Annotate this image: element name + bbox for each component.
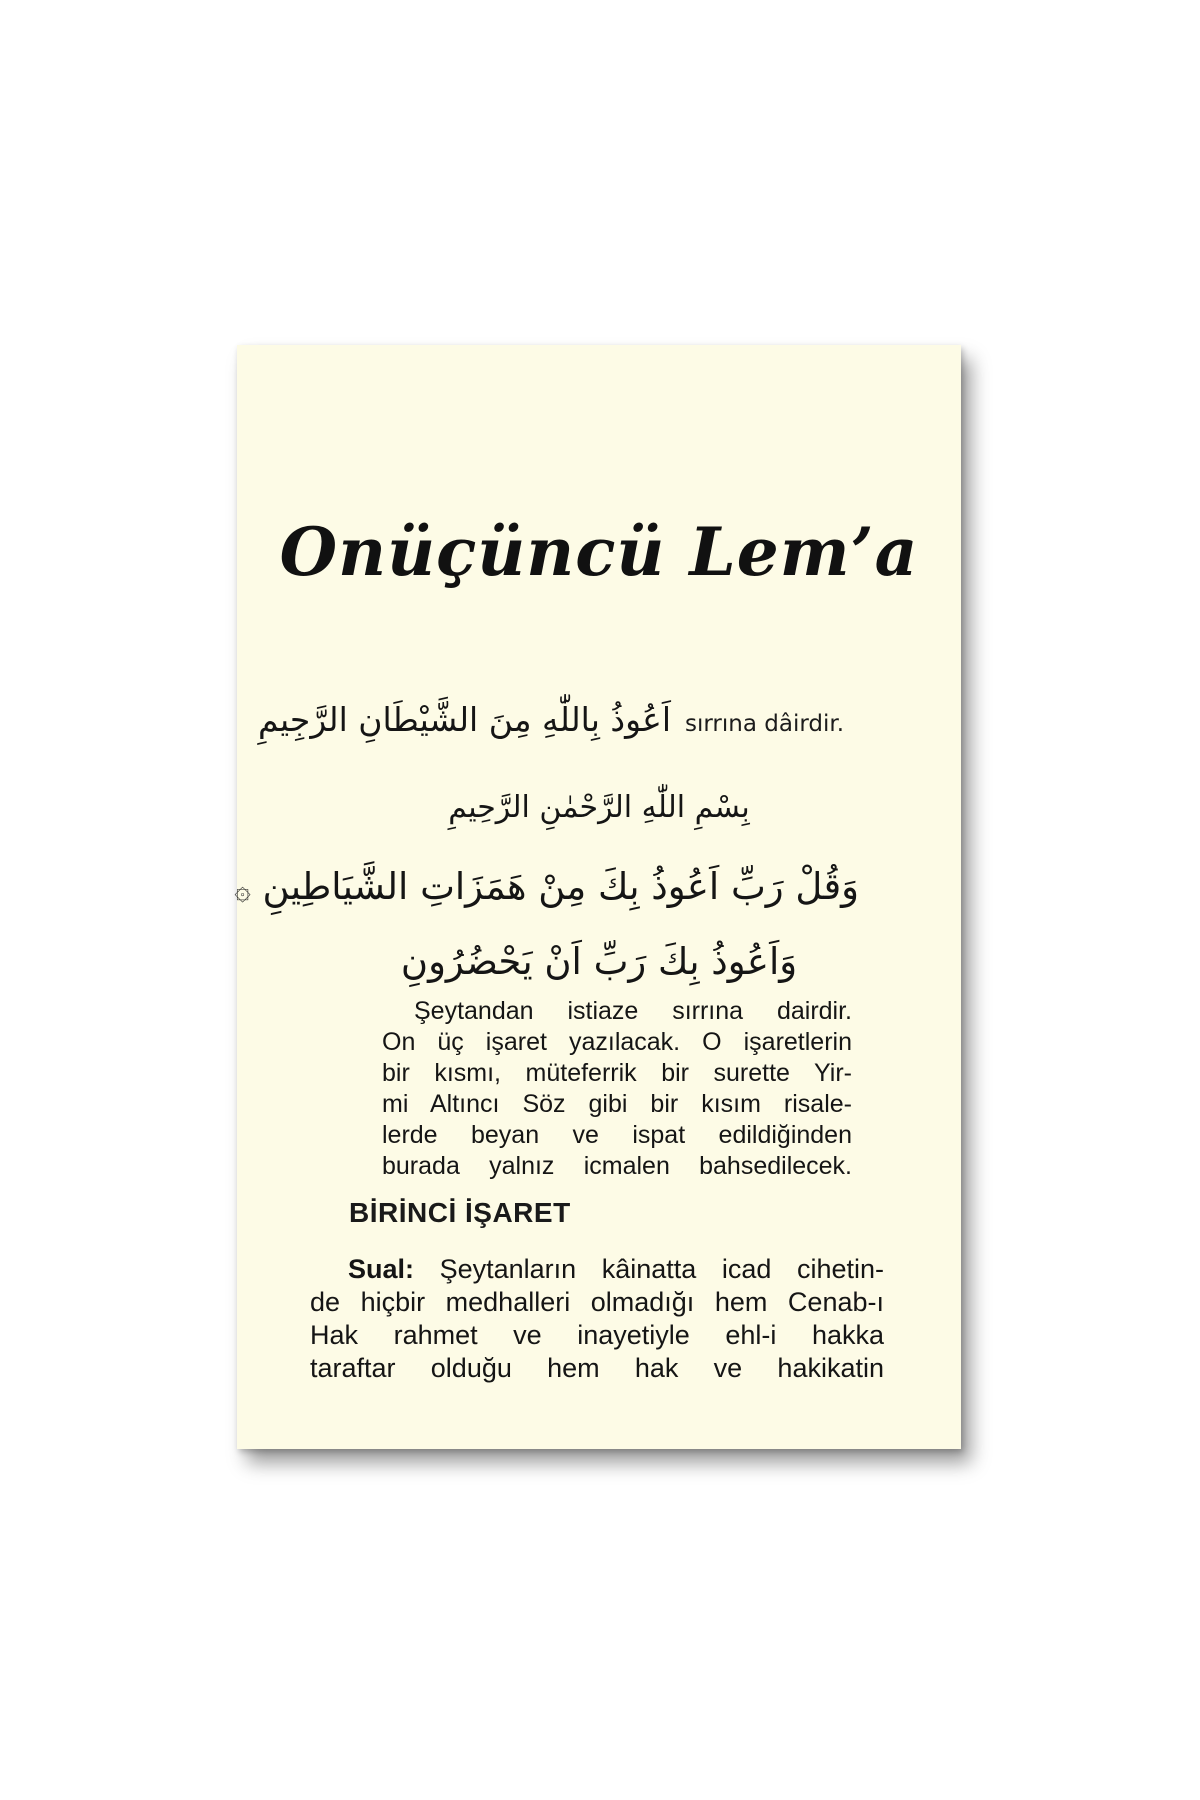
verse-line-1 — [230, 865, 859, 908]
question-label: Sual: — [348, 1254, 415, 1284]
istiaze-arabic: اَعُوذُ بِاللّٰهِ مِنَ الشَّيْطَانِ الرَّجِيمِ — [258, 700, 671, 739]
paragraph-line: de hiçbir medhalleri olmadığı hem Cenab-ı — [310, 1287, 884, 1317]
basmala-arabic: بِسْمِ اللّٰهِ الرَّحْمٰنِ الرَّحِيمِ — [448, 790, 750, 825]
page-title: Onüçüncü Lem’a — [279, 513, 919, 591]
book-page — [234, 345, 961, 1449]
intro-suffix: sırrına dâirdir. — [685, 711, 845, 737]
intro-paragraph — [382, 996, 852, 1182]
paragraph-line: taraftar olduğu hem hak ve hakikatin — [310, 1353, 884, 1383]
section-heading: BİRİNCİ İŞARET — [349, 1197, 571, 1228]
paragraph-line — [310, 1253, 884, 1286]
paragraph-line: bir kısmı, müteferrik bir surette Yir- — [382, 1059, 852, 1087]
paragraph-line: On üç işaret yazılacak. O işaretlerin — [382, 1028, 852, 1056]
paragraph-line: lerde beyan ve ispat edildiğinden — [382, 1121, 852, 1149]
paragraph-line: burada yalnız icmalen bahsedilecek. — [382, 1152, 852, 1180]
paragraph-line: Hak rahmet ve inayetiyle ehl-i hakka — [310, 1320, 884, 1350]
question-paragraph — [310, 1253, 884, 1385]
verse-line-2: وَاَعُوذُ بِكَ رَبِّ اَنْ يَحْضُرُونِ — [400, 940, 798, 983]
paragraph-line: Şeytandan istiaze sırrına dairdir. — [414, 997, 852, 1025]
verse-ornament-icon: ۞ — [234, 873, 251, 906]
paragraph-line: mi Altıncı Söz gibi bir kısım risale- — [382, 1090, 852, 1118]
verse-line-1-text: وَقُلْ رَبِّ اَعُوذُ بِكَ مِنْ هَمَزَاتِ الشَّيَاطِينِ — [262, 865, 859, 908]
question-line-1-text: Şeytanların kâinatta icad cihetin- — [414, 1254, 884, 1284]
